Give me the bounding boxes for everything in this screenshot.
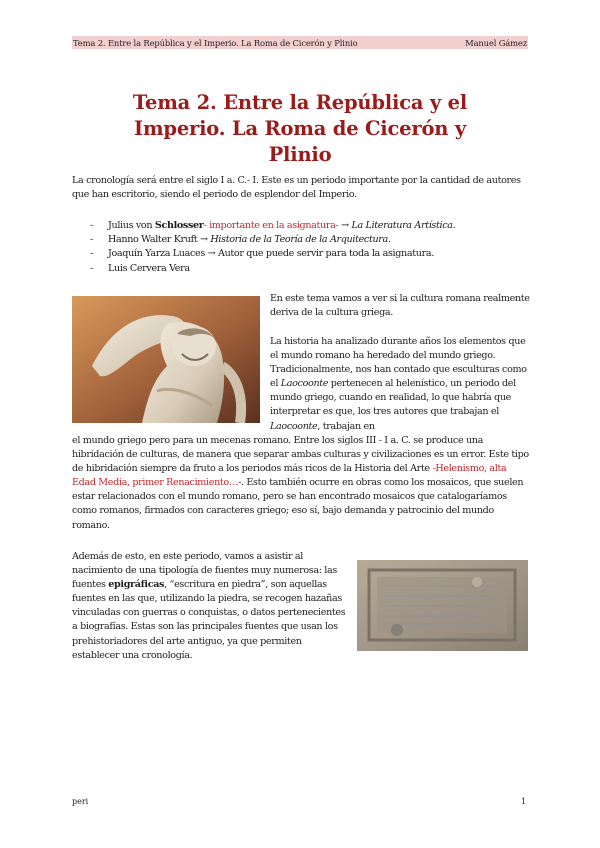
author-list xyxy=(90,219,530,276)
laocoon-statue-image xyxy=(72,296,260,423)
list-item: - Hanno Walter Kruft → Historia de la Teoría de la Arquitectura. xyxy=(90,234,391,246)
title-line: Tema 2. Entre la República y el xyxy=(132,91,468,114)
header-title: Tema 2. Entre la República y el Imperio. La Roma de Cicerón y Plinio xyxy=(73,37,358,48)
side-paragraph-2: La historia ha analizado durante años los elementos que el mundo romano ha heredado del mundo griego. Tradicionalmente, nos han contado que esculturas como el Laocoonte pertenecen al helenístico, un periodo del mundo griego, cuando en realidad, lo que habría que interpretar es que, los tres autores que trabajan el Laocoonte, trabajan en xyxy=(270,336,527,432)
page-title xyxy=(100,90,500,168)
side-paragraph-1: En este tema vamos a ver si la cultura romana realmente deriva de la cultura griega. xyxy=(270,293,530,319)
running-header xyxy=(72,36,528,49)
stone-inscription-image xyxy=(357,560,528,651)
header-author: Manuel Gámez xyxy=(465,37,527,48)
list-item: - Julius von Schlosser- importante en la asignatura- → La Literatura Artística. xyxy=(90,220,456,231)
epigraphic-paragraph: Además de esto, en este periodo, vamos a asistir al nacimiento de una tipología de fuentes muy numerosa: las fuentes epigráficas, “escritura en piedra”, son aquellas fuentes en las que, utilizando la piedra, se recogen hazañas vinculadas con guerras o conquistas, o datos pertenecientes a biografías. Estas son las principales fuentes que usan los prehistoriadores del arte antiguo, ya que permiten establecer una cronología. xyxy=(72,551,346,661)
list-item: - Joaquín Yarza Luaces → Autor que puede servir para toda la asignatura. xyxy=(90,248,434,260)
body-paragraph: el mundo griego pero para un mecenas romano. Entre los siglos III - I a. C. se produce una hibridación de culturas, de manera que separar ambas culturas y civilizaciones es un error. Este tipo de hibridación siempre da fruto a los periodos más ricos de la Historia del Arte -Helenismo, alta Edad Media, primer Renacimiento…-. Esto también ocurre en obras como los mosaicos, que suelen estar relacionados con el mundo romano, pero se han encontrado mosaicos que catalogaríamos como romanos, firmados con caracteres griego; eso sí, bajo demanda y patrocinio del mundo romano. xyxy=(72,435,529,531)
title-line: Plinio xyxy=(268,143,332,166)
list-item: - Luis Cervera Vera xyxy=(90,262,190,274)
page-number: 1 xyxy=(521,797,527,806)
intro-paragraph: La cronología será entre el siglo I a. C.- I. Este es un periodo importante por la cantidad de autores que han escritorio, siendo el periodo de esplendor del Imperio. xyxy=(72,175,521,201)
title-line: Imperio. La Roma de Cicerón y xyxy=(134,117,466,140)
footer-left: peri xyxy=(72,797,89,806)
